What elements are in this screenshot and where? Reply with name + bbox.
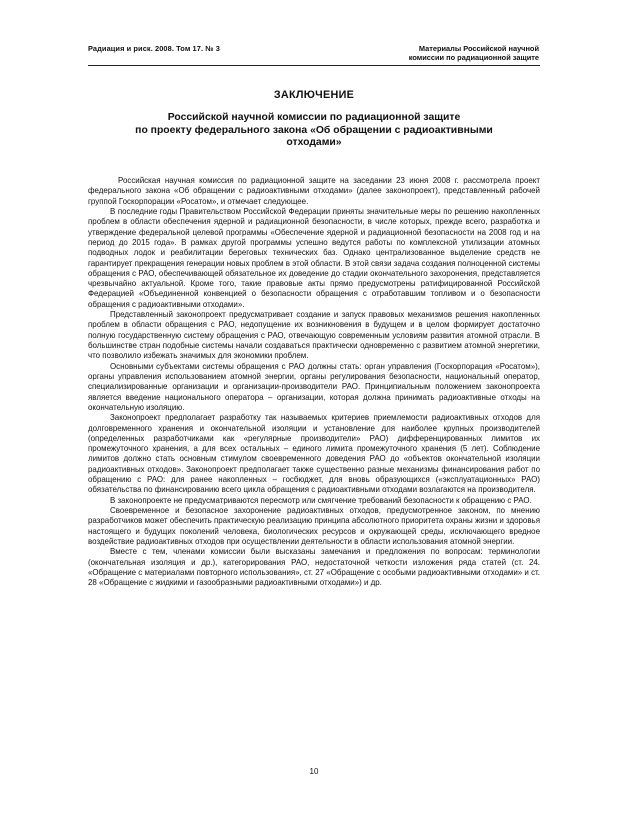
section-header-line-1: Материалы Российской научной (418, 44, 539, 53)
paragraph-7: Своевременное и безопасное захоронение радиоактивных отходов, предусмотренное законом, по мнению разработчиков может обеспечить практическую реализацию принципа абсолютного приоритета охраны жизни и здоровья настоящего и будущих поколений человека, биологических ресурсов и окружающей среды, исключающего вредное воздействие радиоактивных отходов при осуществлении деятельности в области использования атомной энергии. (88, 506, 540, 546)
paragraph-5: Законопроект предполагает разработку так называемых критериев приемлемости радиоактивных отходов для долговременного хранения и окончательной изоляции и установление для наиболее крупных производителей (определенных разработчиками как «регулярные производители» РАО) дифференцированных лимитов их промежуточного хранения, а для всех остальных – единого лимита промежуточного хранения (5 лет). Соблюдение лимитов должно стать основным стимулом своевременного доведения РАО до «объектов окончательной изоляции радиоактивных отходов». Законопроект предполагает также существенно разные механизмы финансирования работ по обращению с РАО: для ранее накопленных – госбюджет, для вновь образующихся («эксплуатационных» РАО) обязательства по финансированию всего цикла обращения с радиоактивными отходами возлагаются на производителя. (88, 413, 540, 495)
subtitle-line-3: отходами» (286, 137, 342, 149)
paragraph-8: Вместе с тем, членами комиссии были высказаны замечания и предложения по вопросам: терминологии (окончательная изоляция и др.), категорирования РАО, недостаточной четкости изложения ряда статей (ст. 24. «Обращение с материалами повторного использования», ст. 27 «Обращение с особыми радиоактивными отходами» и ст. 28 «Обращение с жидкими и газообразными радиоактивными отходами») и др. (88, 547, 540, 588)
subtitle-line-1: Российской научной комиссии по радиационной защите (167, 112, 461, 123)
page-number: 10 (309, 767, 319, 776)
paragraph-4: Основными субъектами системы обращения с РАО должны стать: орган управления (Госкорпорация «Росатом»), органы управления использованием атомной энергии, органы регулирования безопасности, национальный оператор, специализированные организации и организации-производители РАО. Принципиальным положением законопроекта является введение национального оператора – организации, которая должна принимать радиоактивные отходы на окончательную изоляцию. (88, 361, 540, 412)
paragraph-3: Представленный законопроект предусматривает создание и запуск правовых механизмов решения накопленных проблем в области обращения с РАО, недопущение их возникновения в будущем и в целом формирует достаточно полную государственную систему обращения с РАО, отвечающую современным условиям развития атомной отрасли. В большинстве стран подобные системы начали создаваться практически одновременно с развитием атомной энергетики, что позволило избежать значимых для экономики проблем. (88, 310, 540, 361)
paragraph-6: В законопроекте не предусматриваются пересмотр или смягчение требований безопасности к обращению с РАО. (110, 495, 532, 505)
paragraph-2: В последние годы Правительством Российской Федерации приняты значительные меры по решению накопленных проблем в области обеспечения ядерной и радиационной безопасности, в числе которых, прежде всего, разработка и утверждение федеральной целевой программы «Обеспечение ядерной и радиационной безопасности на 2008 год и на период до 2015 года». В рамках другой программы успешно ведутся работы по комплексной утилизации атомных подводных лодок и реабилитации береговых технических баз. Однако централизованное выделение средств не гарантирует прекращения генерации новых проблем в этой области. В этой связи задача создания полноценной системы обращения с РАО, обеспечивающей обязательное их доведение до стадии окончательного захоронения, представляется чрезвычайно актуальной. Кроме того, такие правовые акты прямо предусмотрены ратифицированной Российской Федерацией «Объединенной конвенцией о безопасности обращения с отработавшим топливом и о безопасности обращения с радиоактивными отходами». (88, 206, 540, 309)
section-header (359, 44, 539, 62)
document-subtitle (110, 112, 518, 150)
subtitle-line-2: по проекту федерального закона «Об обращении с радиоактивными (135, 124, 493, 136)
journal-header: Радиация и риск. 2008. Том 17. № 3 (88, 44, 220, 53)
document-body (88, 176, 540, 589)
header-rule (88, 65, 540, 66)
document-title: ЗАКЛЮЧЕНИЕ (273, 89, 355, 101)
section-header-line-2: комиссии по радиационной защите (408, 53, 539, 62)
paragraph-1: Российская научная комиссия по радиационной защите на заседании 23 июня 2008 г. рассмотрела проект федерального закона «Об обращении с радиоактивными отходами» (далее законопроект), представленный рабочей группой Госкорпорации «Росатом», и отмечает следующее. (88, 176, 540, 206)
